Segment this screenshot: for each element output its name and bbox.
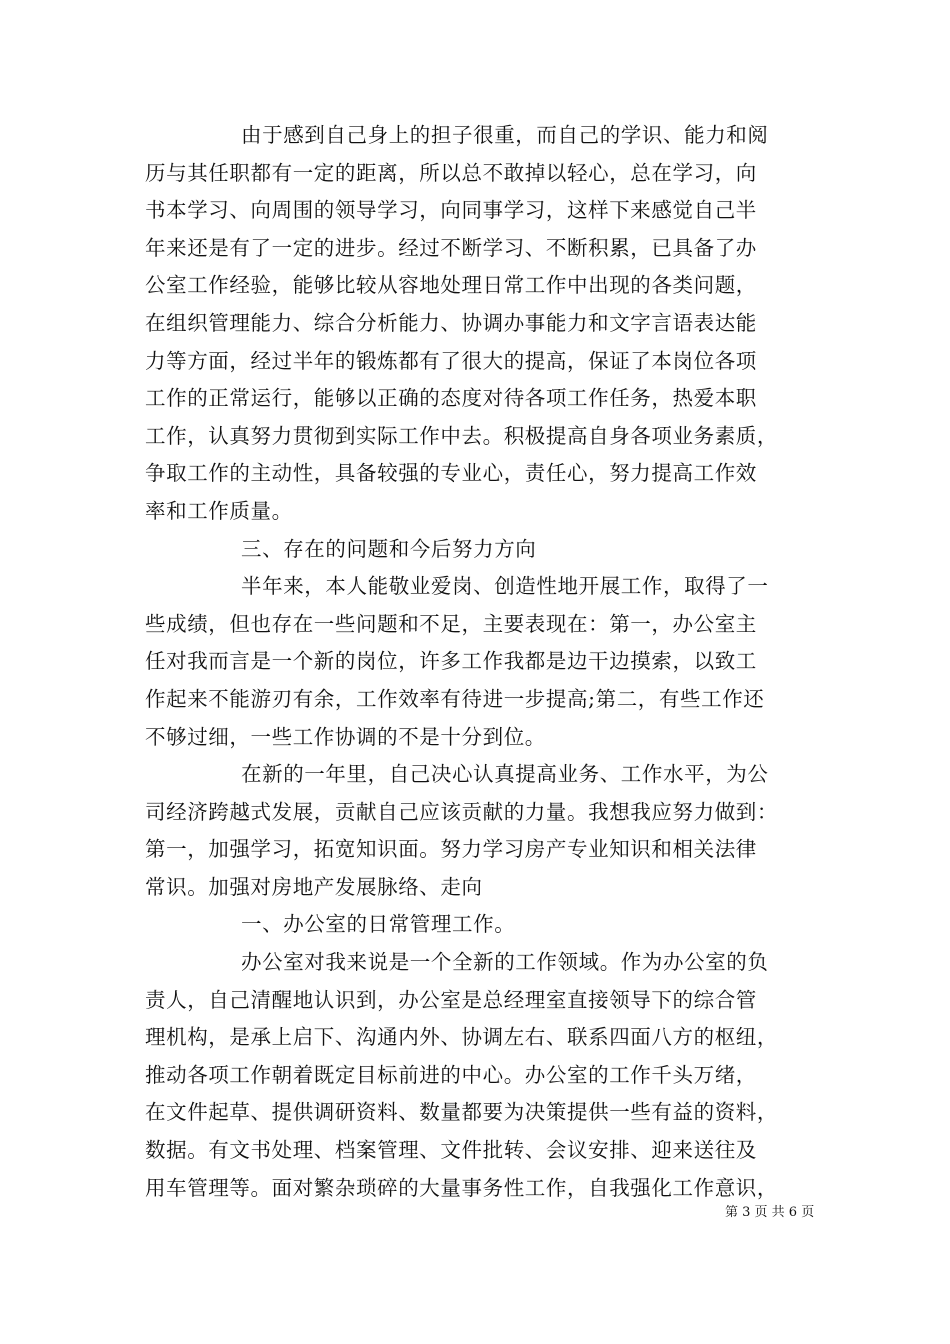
paragraph-line: 责人，自己清醒地认识到，办公室是总经理室直接领导下的综合管 (145, 987, 757, 1012)
paragraph-line: 半年来，本人能敬业爱岗、创造性地开展工作，取得了一 (241, 574, 769, 599)
paragraph-line: 在文件起草、提供调研资料、数量都要为决策提供一些有益的资料， (145, 1100, 778, 1125)
paragraph-line: 由于感到自己身上的担子很重，而自己的学识、能力和阅 (241, 123, 769, 147)
paragraph-line: 第一，加强学习，拓宽知识面。努力学习房产专业知识和相关法律 (145, 837, 757, 862)
paragraph-line: 作起来不能游刃有余，工作效率有待进一步提高;第二，有些工作还 (145, 686, 765, 711)
body-text (145, 117, 825, 1207)
paragraph-line: 数据。有文书处理、档案管理、文件批转、会议安排、迎来送往及 (145, 1138, 757, 1163)
paragraph-line: 用车管理等。面对繁杂琐碎的大量事务性工作，自我强化工作意识， (145, 1175, 778, 1200)
paragraph-line: 在组织管理能力、综合分析能力、协调办事能力和文字言语表达能 (145, 310, 757, 335)
paragraph-line: 力等方面，经过半年的锻炼都有了很大的提高，保证了本岗位各项 (145, 348, 757, 373)
paragraph-line: 书本学习、向周围的领导学习，向同事学习，这样下来感觉自己半 (145, 198, 757, 223)
section-heading: 一、办公室的日常管理工作。 (241, 912, 516, 937)
paragraph-line: 办公室对我来说是一个全新的工作领域。作为办公室的负 (241, 950, 769, 975)
paragraph-line: 年来还是有了一定的进步。经过不断学习、不断积累，已具备了办 (145, 235, 757, 260)
paragraph-line: 理机构，是承上启下、沟通内外、协调左右、联系四面八方的枢纽， (145, 1025, 778, 1050)
paragraph-line: 常识。加强对房地产发展脉络、走向 (145, 874, 483, 899)
paragraph-line: 争取工作的主动性，具备较强的专业心，责任心，努力提高工作效 (145, 461, 757, 486)
paragraph-line: 在新的一年里，自己决心认真提高业务、工作水平，为公 (241, 762, 769, 787)
paragraph-line: 工作，认真努力贯彻到实际工作中去。积极提高自身各项业务素质， (145, 423, 778, 448)
paragraph-line: 任对我而言是一个新的岗位，许多工作我都是边干边摸索，以致工 (145, 649, 757, 674)
page-number-footer: 第 3 页 共 6 页 (725, 1205, 815, 1220)
paragraph-line: 司经济跨越式发展，贡献自己应该贡献的力量。我想我应努力做到： (145, 799, 778, 824)
paragraph-line: 不够过细，一些工作协调的不是十分到位。 (145, 724, 546, 749)
paragraph-line: 推动各项工作朝着既定目标前进的中心。办公室的工作千头万绪， (145, 1062, 757, 1087)
paragraph-line: 些成绩，但也存在一些问题和不足，主要表现在：第一，办公室主 (145, 611, 757, 636)
paragraph-line: 历与其任职都有一定的距离，所以总不敢掉以轻心，总在学习，向 (145, 160, 757, 185)
section-heading: 三、存在的问题和今后努力方向 (241, 536, 537, 561)
paragraph-line: 公室工作经验，能够比较从容地处理日常工作中出现的各类问题， (145, 273, 757, 298)
paragraph-line: 率和工作质量。 (145, 498, 293, 523)
paragraph-line: 工作的正常运行，能够以正确的态度对待各项工作任务，热爱本职 (145, 386, 757, 411)
